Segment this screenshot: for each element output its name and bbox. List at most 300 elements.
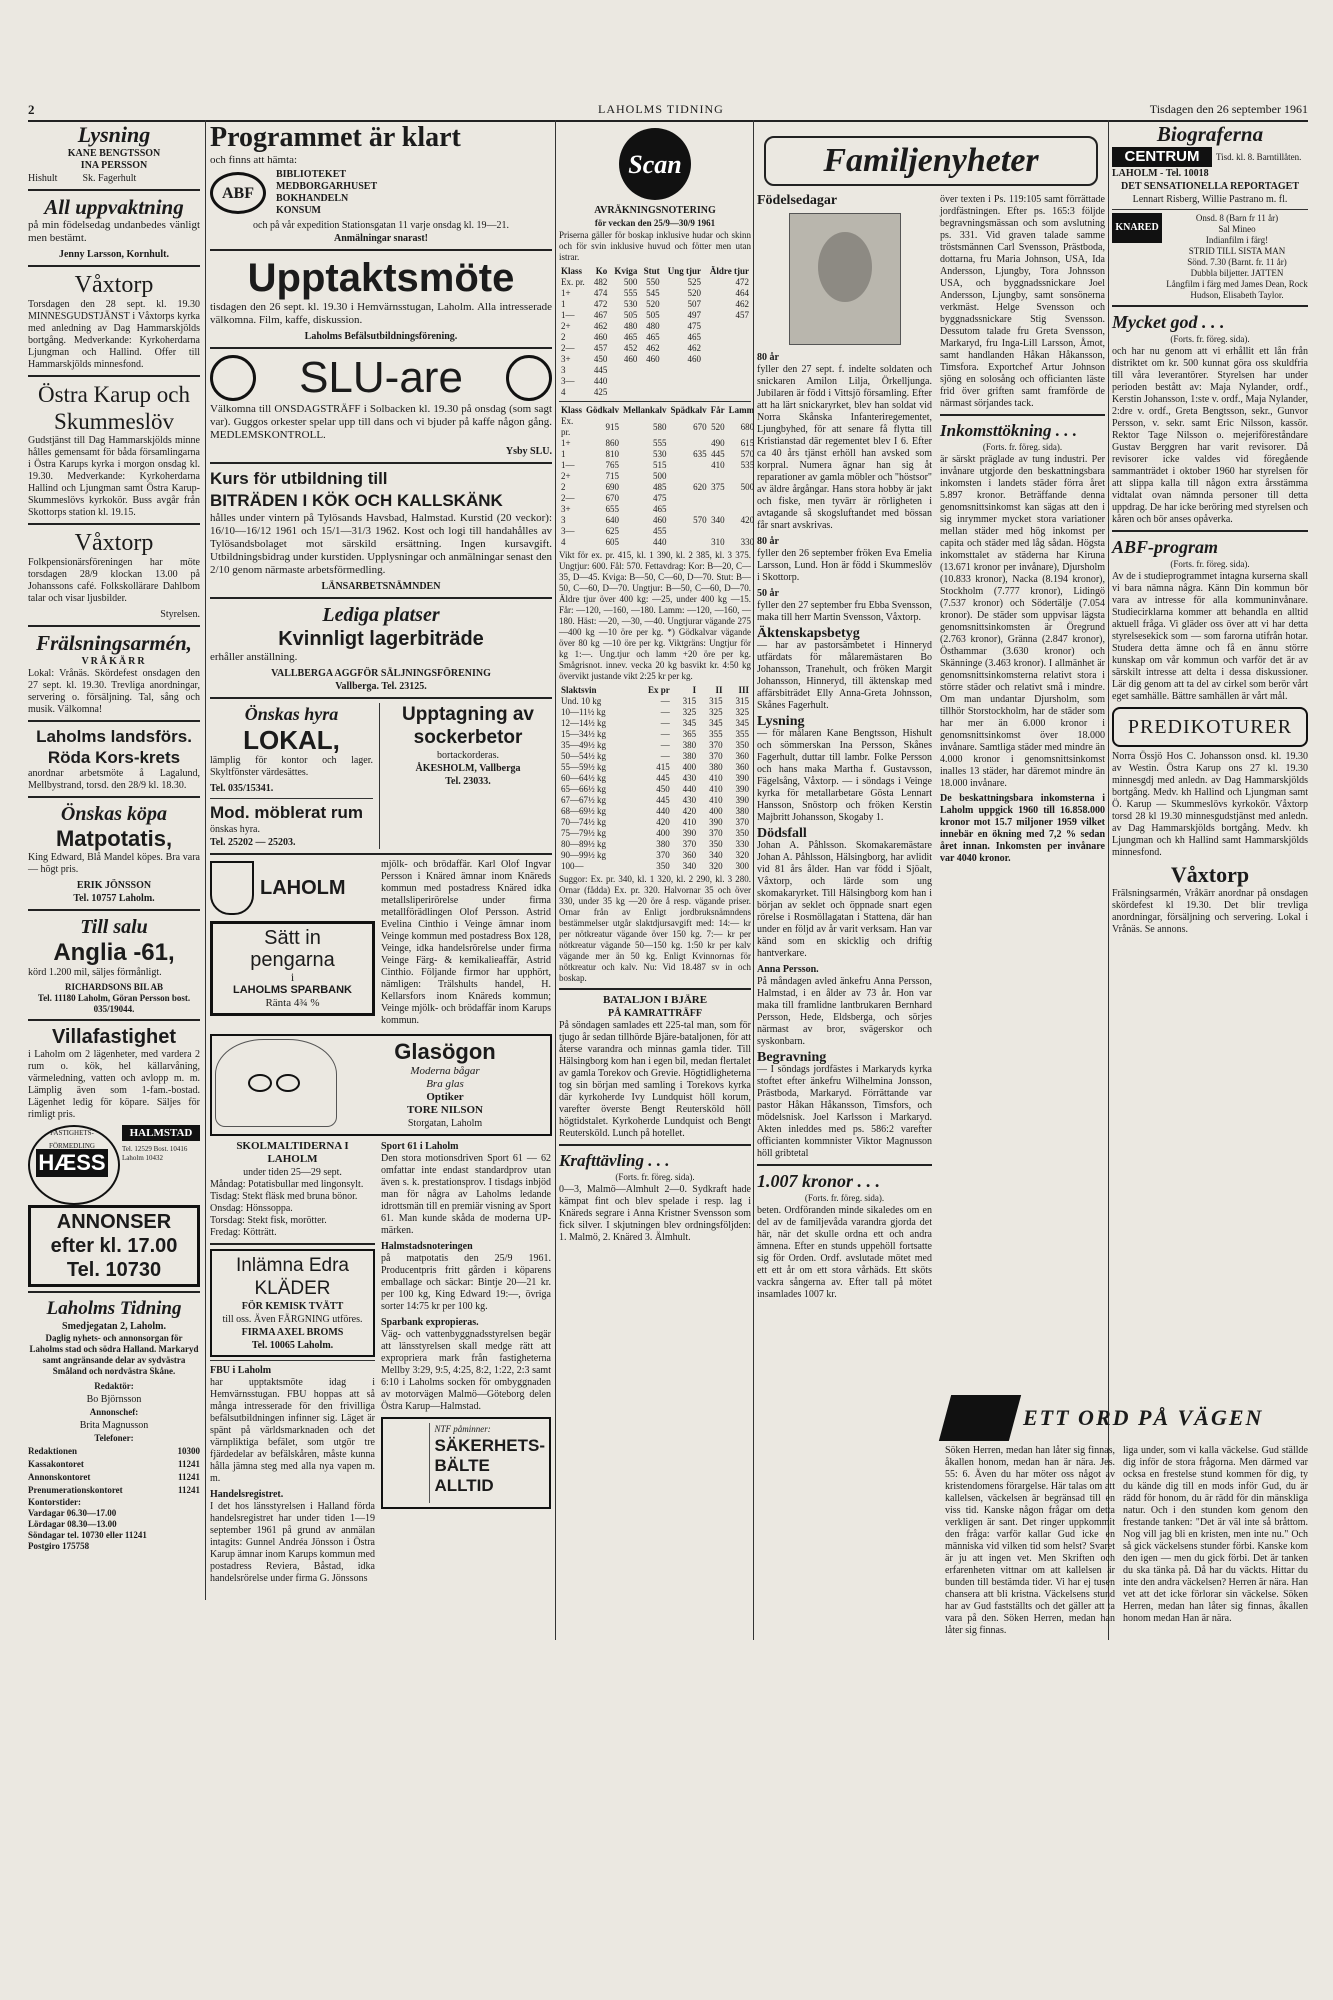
vaxtorp-heading-2: Våxtorp (74, 530, 154, 556)
roda-kors-heading: Laholms landsförs. Röda Kors-krets (36, 727, 192, 767)
slu-header (210, 353, 552, 403)
calf-price-cell: 375 (711, 482, 725, 492)
cattle-price-cell: 2 (561, 332, 566, 342)
pig-price-cell: 430 (682, 773, 697, 783)
calf-price-cell: 915 (605, 421, 620, 432)
pig-price-cell: 355 (735, 729, 749, 739)
abf-program-text: Av de i studieprogrammet intagna kurserna skall vi bara nämna några. Känn Din kommun bör vara av intresse för alla kommuninvånare. Studiecirklarna kommer att behandla en alltid aktuell fråga. Vi gläder oss över att vi har detta styrelsesekick som — som farorna utifrån hotar. Studera detta ämne och få en ännu större kunskap om vår kommun och varför det är av särskilt intresse att delta i dessa diskussioner. Lär dig genom att ta del av cirkel som berör vårt eget samhälle. Bättre samhällen är vårt mål. (1112, 571, 1308, 702)
knared-info: Onsd. 8 (Barn fr 11 år) Sal Mineo Indianfilm i färg! STRID TILL SISTA MAN Sönd. 7.30 (Barnt. fr. 11 år) Dubbla biljetter. JATTEN Långfilm i färg med James Dean, Rock Hudson, Elisabeth Taylor. (1166, 213, 1308, 300)
pig-price-cell: 355 (709, 729, 723, 739)
pig-price-row (559, 773, 751, 784)
pig-price-header-cell: II (715, 685, 723, 695)
biograferna-heading: Biograferna (1156, 122, 1264, 146)
column-1 (28, 122, 200, 1642)
glasogon-text: Moderna bågar Bra glas (410, 1065, 480, 1090)
pig-price-cell: — (660, 696, 670, 706)
pig-price-cell: 400 (656, 828, 670, 838)
cattle-price-cell: 545 (646, 288, 660, 298)
cattle-price-cell: 480 (623, 321, 638, 331)
inkomst-text: är särskt präglade av tung industri. Per invånare utgjorde den beskattningsbara inkomsten i landets städer förra året 5.897 kronor. Beträffande denna genomsnittsinkomst kan sägas att den i sig inrymmer mycket stora variationer mellan städer med hög inkomst per capita och städer med låg sådan. Högsta inkomsttalet av städerna har Kiruna (13.671 kronor per invånare), Djursholm (10.833 kronor), Nacka (8.194 kronor), Stockholm (7.777 kronor), Lidingö (7.537 kronor) och Södertälje (7.054 kronor). De städer som uppvisar lägsta genomsnittsinkomsten är Öregrund (2.763 kronor), Gränna (2.847 kronor), Östhammar (3.630 kronor) och Skänninge (3.463 kronor). I allmänhet är genomsnittsinkomsterna relativt stora i större städer och relativt små i mindre. Om man undantar Djursholm, som tillhör Storstockholm, har de städer som har mer än 6.000 kronor i genomsnittsinkomst över 18.000 invånare. Samtliga städer med mindre än 4.000 kronor i genomsnittsinkomst inalles 13 städer, har däremot mindre än 18.000 invånare. (940, 454, 1105, 789)
pig-price-cell: — (660, 718, 670, 728)
pig-price-header-row (559, 685, 751, 696)
price-notes-1: Vikt för ex. pr. 415, kl. 1 390, kl. 2 385, kl. 3 375. Ungtjur: 600. Fål: 570. Fettavdrag: Kor: B—20, C—35, D—45. Kviga: B—50, C—60, D—70. Stut: B—50, C—60, D—70. Ungtjur: B—50, C—60, D—70. Äldre tjur över 400 kg: —25, under 400 kg —15. Får: —120, —160, —180. Lamm: —120, —160, —180. Häst: —20, —30, —40. Ungtjurar vägande 275—400 kg —10 öre per kg. *) Gödkalvar vägande över 80 kg —10 öre per kg. Viktgräns: Ungtjur för kg 1:—. Ung.tjur och lamm +20 öre per kg. Smågrisnot. innev. vecka 20 kg basvikt kr. 4:50 kg övervikt justande vikt 2:25 kr per kg. (559, 550, 751, 681)
vaxtorp-text-2: Folkpensionärsföreningen har möte torsdagen 28/9 klockan 13.00 på Johanssons café. Folkskollärare Dahlbom talar och visar ljusbilder. (28, 557, 200, 604)
inlamna-subheading: FÖR KEMISK TVÄTT (241, 1301, 344, 1312)
cattle-price-header-cell: Stut (643, 266, 660, 276)
calf-price-row (559, 515, 756, 526)
laholm-crest-icon (210, 861, 254, 915)
calf-price-cell: 520 (711, 421, 725, 432)
pig-price-cell: 10—11½ kg (561, 707, 606, 717)
calf-price-cell: 670 (693, 421, 707, 432)
calf-price-cell (709, 526, 727, 537)
pig-price-row (559, 795, 751, 806)
bataljon-text: På söndagen samlades ett 225-tal man, som för tjugo år sedan tillhörde Bjäre-bataljonen, för att återse varandra och minnas gamla tider. Till Hälsingborg kom han i egen bil, medan flertalet av gamla Torekov och Grevie. Högtidligheterna tog sin början med samling i Torekovs kyrka där kyrkoherde Ivy Lundquist höll korum, varefter överste Bengt Reutersköld höll högtidstalet. Kyrkoherde Lundquist och Bengt Reutersköld. Lunch på hotellet. (559, 1020, 751, 1139)
pig-price-cell: 370 (735, 817, 749, 827)
calf-price-row (559, 482, 756, 493)
uppvaktning-heading: All uppvaktning (44, 195, 184, 219)
row-hyra-sockerbetor (210, 703, 552, 849)
kurs-text: hålles under vintern på Tylösands Havsbad, Halmstad. Kurstid (20 veckor): 16/10—16/12 1961 och 15/1—31/3 1962. Kost och logi till handahålles av Tylösandsbolaget mot särskild ersättning. Ingen kursavgift. Utbildningsbidrag under kurstiden. Upplysningar och anmälningar senast den 2/10 genom närmaste arbetsförmedling. (210, 512, 552, 576)
avrakning-intro: Priserna gäller för boskap inklusive hudar och skinn och för svin inklusive huvud och fötter men utan istrar. (559, 230, 751, 262)
calf-price-cell: 490 (711, 438, 725, 448)
pig-price-header-cell: I (692, 685, 697, 695)
centrum-cast: Lennart Risberg, Willie Pastrano m. fl. (1132, 194, 1288, 205)
begravning-heading: Begravning (757, 1050, 827, 1065)
pig-price-cell: 390 (735, 784, 749, 794)
belopp-heading: 1.007 kronor . . . (757, 1171, 881, 1191)
cattle-price-cell (662, 365, 703, 376)
glasogon-heading: Glasögon (394, 1039, 496, 1064)
cattle-price-cell: 497 (687, 310, 702, 320)
satt-in-line-1: Sätt in (264, 927, 321, 949)
pig-price-cell: 325 (709, 707, 723, 717)
cattle-price-cell (609, 365, 639, 376)
cattle-price-cell: 550 (646, 277, 660, 287)
pig-price-cell: 60—64½ kg (561, 773, 606, 783)
program-heading: Programmet är klart (210, 122, 461, 153)
cattle-price-cell: 462 (687, 343, 702, 353)
mjolk-block (381, 859, 551, 1030)
pig-price-cell: 420 (656, 817, 670, 827)
cattle-price-cell: 1— (561, 310, 575, 320)
glasogon-optiker: Optiker TORE NILSON (407, 1091, 483, 1116)
pig-price-cell: 75—79½ kg (561, 828, 606, 838)
calf-price-cell: 420 (740, 515, 755, 525)
inlamna-ad (210, 1249, 375, 1357)
halmstad-heading: Halmstadsnoteringen (381, 1241, 473, 1252)
pig-price-cell: 345 (709, 718, 723, 728)
haess-ad (28, 1125, 200, 1201)
matpotatis-signature: ERIK JÖNSSON Tel. 10757 Laholm. (73, 880, 155, 904)
lt-phone-row (28, 1458, 200, 1471)
calf-price-cell: 500 (653, 471, 667, 481)
lt-phone-number: 10300 (177, 1446, 200, 1456)
pig-price-cell: 450 (656, 784, 670, 794)
calf-price-cell: 605 (605, 537, 620, 547)
row-skolmalt-sport (210, 1140, 552, 1588)
pig-price-cell: 360 (682, 850, 697, 860)
sparbank-expropriering-heading: Sparbank expropieras. (381, 1317, 479, 1328)
ett-ord-header (945, 1395, 1308, 1441)
belopp-subheading: (Forts. fr. föreg. sida). (804, 1193, 885, 1203)
lt-phone-number: 11241 (177, 1485, 200, 1495)
calf-price-cell: 635 (693, 449, 707, 459)
pig-price-cell: 350 (735, 740, 749, 750)
pig-price-cell: Und. 10 kg (561, 696, 602, 706)
cattle-price-row (559, 277, 751, 288)
kvinnligt-signature: VALLBERGA AGGFÖR SÄLJNINGSFÖRENING Vallberga. Tel. 23125. (271, 668, 491, 692)
cattle-price-cell: 460 (687, 354, 702, 364)
pig-price-cell: 340 (709, 850, 723, 860)
pig-price-cell: 320 (735, 850, 749, 860)
pig-price-cell: 100— (561, 861, 584, 871)
calf-price-cell: 2 (561, 482, 566, 492)
bataljon-heading: BATALJON I BJÄRE (602, 994, 708, 1006)
pig-price-cell: 430 (682, 795, 697, 805)
cattle-price-row (559, 387, 751, 398)
cattle-price-header-cell: Ko (595, 266, 608, 276)
satt-in-line-2: pengarna (250, 949, 335, 971)
lt-title: Laholms Tidning (46, 1298, 182, 1319)
column-rule (753, 120, 754, 1640)
pig-price-row (559, 839, 751, 850)
cattle-price-cell: 440 (593, 376, 608, 386)
pig-price-cell: 410 (709, 795, 723, 805)
satt-in-line-3: i (290, 970, 295, 984)
cattle-price-cell (662, 387, 703, 398)
villa-text: i Laholm om 2 lägenheter, med vardera 2 rum o. kök, hel källarvåning, värmeledning, vatten och avlopp m. m. Lämplig även som 1-fam.-bostad. Lägenhet ledig för köpare. Säljes för rimligt pris. (28, 1049, 200, 1120)
calf-price-cell (709, 504, 727, 515)
familj-left-subcolumn (757, 194, 932, 1304)
pig-price-cell: 345 (682, 718, 697, 728)
calf-price-cell: 655 (605, 504, 620, 514)
haess-phone: Tel. 12529 Bost. 10416 Laholm 10432 (122, 1145, 188, 1162)
pig-price-cell: 400 (682, 762, 697, 772)
laholm-bank-block (210, 859, 375, 1030)
calf-price-cell (669, 504, 709, 515)
abf-list: BIBLIOTEKET MEDBORGARHUSET BOKHANDELN KONSUM (276, 169, 378, 216)
lt-description: Daglig nyhets- och annonsorgan för Laholms stad och södra Halland. Markaryd samt angränsande delar av sydvästra Småland och nordvästra Skåne. (29, 1333, 199, 1376)
calf-price-header-cell: Mellankalv (623, 405, 667, 415)
calf-price-cell: 765 (605, 460, 620, 470)
calf-price-cell: 515 (653, 460, 667, 470)
woman-glasses-illustration (215, 1039, 337, 1127)
calf-price-cell: 455 (653, 526, 667, 536)
fodelsedagar-heading: Födelsedagar (757, 193, 838, 208)
cattle-price-row (559, 343, 751, 354)
pig-price-cell: 65—66½ kg (561, 784, 606, 794)
cattle-price-cell: 474 (593, 288, 608, 298)
slu-signature: Ysby SLU. (505, 446, 552, 457)
ostra-karup-heading: Östra Karup och Skummeslöv (37, 382, 190, 434)
vaxtorp-heading-3: Våxtorp (1170, 862, 1250, 887)
cattle-price-cell: 1+ (561, 288, 571, 298)
cattle-price-cell (609, 387, 639, 398)
lt-phone-number: 11241 (177, 1459, 200, 1469)
uppvaktning-text: på min födelsedag undanbedes vänligt men bestämt. (28, 219, 200, 244)
ntf-ad (381, 1417, 551, 1509)
pig-price-cell: 380 (682, 751, 697, 761)
pig-price-row (559, 828, 751, 839)
mycket-heading: Mycket god . . . (1112, 312, 1225, 332)
haess-ring-text: FASTIGHETS-FÖRMEDLING (49, 1129, 95, 1150)
pig-price-table (559, 685, 751, 872)
cattle-price-cell: 462 (646, 343, 660, 353)
ett-ord-body (945, 1445, 1308, 1640)
lokal-text: lämplig för kontor och lager. Skyltfönster värdesättes. (210, 755, 374, 778)
lt-annonschef-label: Annonschef: (89, 1407, 139, 1417)
page-number: 2 (28, 102, 35, 117)
lt-phone-row (28, 1484, 200, 1497)
cattle-price-cell: 464 (735, 288, 749, 298)
pig-price-row (559, 707, 751, 718)
calf-price-header-cell: Lamm (728, 405, 755, 415)
matpotatis-text: King Edward, Blå Mandel köpes. Bra vara — högt pris. (28, 852, 200, 875)
knared-logo: KNARED (1112, 213, 1162, 243)
pig-price-cell: 420 (682, 806, 697, 816)
cattle-price-header-cell: Klass (561, 266, 583, 276)
kraft-text: 0—3, Malmö—Almhult 2—0. Sydkraft hade kämpat fint och blev spelade i resp. lag i Knäreds segrare i Anna Kristner Svensson som fick silver. I skjutningen blev ordningsföljden: 1. Malmö, 2. Knäred 3. Älmhult. (559, 1184, 751, 1243)
cattle-price-cell (703, 354, 751, 365)
slu-emblem-icon (210, 355, 256, 401)
upptakt-text: tisdagen den 26 sept. kl. 19.30 i Hemvärnsstugan, Laholm. Alla intresserade välkomna. Film, kaffe, diskussion. (210, 301, 552, 326)
cattle-price-cell: 3 (561, 365, 566, 375)
uppvaktning-signature: Jenny Larsson, Kornhult. (58, 249, 170, 260)
column-2 (210, 122, 552, 1642)
calf-price-cell: 3+ (561, 504, 571, 514)
cattle-price-cell (639, 387, 661, 398)
cattle-price-header-cell: Äldre tjur (709, 266, 749, 276)
pig-price-cell: — (660, 751, 670, 761)
predikoturer-box (1112, 707, 1308, 747)
pig-price-cell: 315 (682, 696, 697, 706)
pig-price-cell: 315 (709, 696, 723, 706)
cattle-price-header-cell: Ung tjur (667, 266, 702, 276)
pig-price-row (559, 850, 751, 861)
ntf-text-block (434, 1423, 545, 1503)
onskas-kopa-heading: Önskas köpa (60, 803, 168, 825)
ett-ord-section (945, 1395, 1308, 1650)
calf-price-cell: 715 (605, 471, 620, 481)
kraft-subheading: (Forts. fr. föreg. sida). (615, 1172, 695, 1182)
pig-price-row (559, 784, 751, 795)
centrum-note: Tisd. kl. 8. Barntillåten. (1216, 152, 1302, 162)
inkomst-bold-text: De beskattningsbara inkomsterna i Laholm uppgick 1960 till 16.858.000 kronor mot 15.7 miljoner 1959 vilket innebär en ökning med 7,2 % sedan året innan. Inkomsten per invånare var 4040 kronor. (940, 793, 1105, 864)
calf-price-cell: 1+ (561, 438, 571, 448)
cattle-price-cell: 450 (593, 354, 608, 364)
vaxtorp-heading-1: Våxtorp (74, 272, 154, 298)
calf-price-cell (727, 493, 757, 504)
ett-ord-heading: ETT ORD PÅ VÄGEN (1023, 1405, 1264, 1430)
calf-price-header-cell: Spädkalv (670, 405, 707, 415)
age-80-text-a: fyller den 27 sept. f. indelte soldaten och snickaren Amilon Lilja, Örkelljunga. Jubilaren är född i Vittsjö församling. Efter att ha lärt snickaryrket, blev han soldat vid Norra Skånska Infanteriregementet, Ljungbyhed, för att senare få flytta till Kristianstad där regementet blev I 6. Efter ca 40 års tjänst erhöll han avsked som korpral. Numera ägnar han sig åt reparationer av gamla möbler och "höstsor" av äldre årgångar. Hans stora hobby är jakt och fiske, men tyvärr är rörligheten i avtagande så skogsluftandet med bössan får snart avskrivas. (757, 364, 932, 531)
cattle-price-cell: 460 (623, 354, 638, 364)
pig-price-cell: 370 (656, 850, 670, 860)
cattle-price-row (559, 321, 751, 332)
pig-price-cell: 440 (682, 784, 697, 794)
pig-price-cell: — (660, 707, 670, 717)
anglia-signature: RICHARDSONS BIL AB Tel. 11180 Laholm, Göran Persson bost. 035/19044. (37, 982, 191, 1014)
cattle-price-cell: 472 (593, 299, 608, 309)
abf-program-subheading: (Forts. fr. föreg. sida). (1170, 559, 1250, 569)
fbu-text: har upptaktsmöte idag i Hemvärnsstugan. FBU hoppas att så många intresserade för den frivilliga befälsutbildningen infinner sig. Läget är spänt på världsmarknaden och det värnpliktiga befälet, som utgör tre fjärdedelar av befälskåren, måste kunna hålla jämna steg med alla nya vapen m. m. (210, 1377, 375, 1484)
lt-annonschef: Brita Magnusson (79, 1420, 149, 1431)
calf-price-header-cell: Gödkalv (586, 405, 620, 415)
cattle-price-cell: 462 (593, 321, 608, 331)
pig-price-cell: 390 (709, 817, 723, 827)
inlamna-text: till oss. Även FÄRGNING utföres. (222, 1314, 363, 1325)
pig-price-cell: 370 (709, 740, 723, 750)
cattle-price-cell: 460 (593, 332, 608, 342)
lysning-heading: Lysning (77, 122, 151, 147)
cattle-price-cell (703, 387, 751, 398)
calf-price-cell (727, 526, 757, 537)
cattle-price-cell: 482 (593, 277, 608, 287)
avrakning-heading: AVRÄKNINGSNOTERING (594, 205, 716, 216)
fbu-heading: FBU i Laholm (210, 1365, 272, 1376)
cattle-price-cell (703, 343, 751, 354)
cattle-price-cell: 505 (646, 310, 660, 320)
mycket-text: och har nu genom att vi erhållit ett lån från distriktet om kr. 500 kunnat göra oss skuldfria till våra leverantörer. Styrelsen har under perioden bestått av: Maja Nylander, ordf., Kerstin Johansson, 1:ste v. ordf., Maja Nylander, 2:dre v. ordf., Greta Bengtsson, sekr., Gunvor Persson, v. sekr. samt Eric Nilsson, kassör. Rektor Tage Nilsson o. mejeriföreståndare Gustav Berggren har varit revisorer. Då revisorer icke valdes vid föregående sammanträdet i oktober 1960 har styrelsen för att slippa kalla till någon extra årsstämma vidtalat ovan nämnda personer till detta uppdrag. De har icke beröring med styrelsen och kåren och bör anses opåverka. (1112, 346, 1308, 525)
pig-price-cell: 12—14½ kg (561, 718, 606, 728)
lt-phone-row (28, 1471, 200, 1484)
cattle-price-cell: 530 (623, 299, 638, 309)
cattle-price-cell: 457 (735, 310, 749, 320)
calf-price-cell (709, 493, 727, 504)
upptagning-text: bortackorderas. (437, 750, 499, 761)
calf-price-cell: 310 (711, 537, 725, 547)
pig-price-cell: 68—69½ kg (561, 806, 606, 816)
cattle-price-cell: 480 (646, 321, 660, 331)
calf-price-cell: 680 (740, 421, 755, 432)
calf-price-cell: 2— (561, 493, 575, 503)
cattle-price-cell (703, 321, 751, 332)
pig-price-cell: 400 (709, 806, 723, 816)
centrum-tel: LAHOLM - Tel. 10018 (1112, 168, 1209, 179)
calf-price-row (559, 537, 756, 548)
dodsfall-text: Johan A. Påhlsson. Skomakaremästare Johan A. Påhlsson, Hälsingborg, har avlidit vid 81 års ålder. Han var född i Sjöalt, Våxtorp, och lärde som ung skomakaryrket. Till Hälsingborg kom han i början av seklet och öppnade snart egen rörelse i Rosmöllagatan i Stattena, där han under en följd av år varit verksam. Han var känd som en skicklig och driftig hantverkare. (757, 840, 932, 959)
pig-price-cell: 410 (709, 773, 723, 783)
sparbank-expropriering-text: Väg- och vattenbyggnadsstyrelsen begär att länsstyrelsen skall medge rätt att expropriera mark från fastigheterna Mellby 3:29, 9:5, 4:25, 8:2, 1:22, 2:3 samt 6:10 i Laholms socken för ombyggnaden av motorvägen Malmö—Göteborg delen Östra Karup—Halmstad. (381, 1329, 551, 1412)
lediga-heading: Lediga platser (322, 604, 440, 626)
inkomst-subheading: (Forts. fr. föreg. sida). (982, 442, 1063, 452)
column-rule (205, 120, 206, 1600)
pig-price-cell: — (660, 729, 670, 739)
ntf-heading: NTF påminner: (434, 1424, 491, 1434)
lysning-heading-2: Lysning (757, 714, 805, 729)
familj-right-subcolumn (940, 194, 1105, 1304)
calf-price-cell: 4 (561, 537, 566, 547)
familj-body (757, 194, 1105, 1304)
pig-price-header-cell: III (738, 685, 749, 695)
aktenskap-text: — har av pastorsämbetet i Hinneryd utfärdats för målaremästaren Bo Johansson, Tranehult, och fröken Margit Johansson, Hinneryd, till äktenskap med affärsbiträdet Elly Anna-Greta Johnsson, Skånes Fagerhult. (757, 640, 932, 711)
bataljon-subheading: PÅ KAMRATTRÄFF (608, 1008, 702, 1019)
seatbelt-illustration (387, 1423, 430, 1503)
centrum-row (1112, 147, 1308, 167)
mjolk-text: mjölk- och brödaffär. Karl Olof Ingvar Persson i Knäred ämnar inom Knäreds kommun med postadress Knäred idka metallsliperirörelse under firma metallförädlingen Olof Persson. Astrid Evelina Cinthio i Veinge ämnar inom Veinge kommun med postadress Box 128, Veinge, idka handelsrörelse under firma Veinge Färg- & kemikalieaffär, Astrid Cinthio. Följande firmor har upphört, nämligen: Trälshults handel, H. Kellarsfors inom Knäreds kommun; Veinge mjölk- och brödaffär inom Karups kommun. (381, 859, 551, 1026)
cattle-price-header-cell: Kviga (614, 266, 638, 276)
pig-price-row (559, 762, 751, 773)
mobl-text: önskas hyra. (210, 824, 260, 835)
calf-price-cell: 485 (653, 482, 667, 492)
vaxtorp-text-1: Torsdagen den 28 sept. kl. 19.30 MINNESGUDSTJÄNST i Våxtorps kyrka med anledning av Dag Hammarskjölds bortgång. Medverkande: Kyrkoherdarna Ljungman och Hallind. Offer till Hammarskjölds minnesfond. (28, 299, 200, 370)
cattle-price-table (559, 266, 751, 398)
calf-price-cell: 340 (711, 515, 725, 525)
lt-redaktor: Bo Björnsson (86, 1394, 142, 1405)
glasses-lens-icon (248, 1074, 272, 1092)
skolmalt-menu: Måndag: Potatisbullar med lingonsylt. Tisdag: Stekt fläsk med bruna bönor. Onsdag: Hönssoppa. Torsdag: Stekt fisk, morötter. Fredag: Kötträtt. (210, 1179, 364, 1238)
cattle-price-row (559, 376, 751, 387)
pig-price-cell: 325 (735, 707, 749, 717)
calf-price-row (559, 471, 756, 482)
mobl-tel: Tel. 25202 — 25203. (210, 837, 296, 848)
pig-price-row (559, 696, 751, 707)
kurs-heading-1: Kurs för utbildning till (210, 469, 388, 488)
vaxtorp-signature-2: Styrelsen. (160, 609, 200, 620)
fralsning-text: Lokal: Vrånäs. Skördefest onsdagen den 27 sept. kl. 19.30. Trevliga anordningar, servering o. försäljning. Tal, sång och musik. Välkomna! (28, 668, 200, 715)
cattle-price-cell (703, 365, 751, 376)
age-80-text-b: fyller den 26 september fröken Eva Emelia Larsson, Lund. Hon är född i Skummeslöv i Skottorp. (757, 548, 932, 583)
glasogon-ad (210, 1034, 552, 1136)
pig-price-cell: 380 (709, 762, 723, 772)
glasogon-address: Storgatan, Laholm (407, 1118, 483, 1129)
onskas-hyra-heading: Önskas hyra (244, 704, 339, 724)
cattle-price-cell (609, 376, 639, 387)
calf-price-cell (669, 471, 709, 482)
cattle-price-cell: 452 (623, 343, 638, 353)
anglia-text: körd 1.200 mil, säljes förmånligt. (28, 967, 162, 978)
pig-price-cell: 390 (682, 828, 697, 838)
pig-price-cell: 350 (709, 839, 723, 849)
anna-heading: Anna Persson. (757, 964, 819, 975)
pig-price-cell: 360 (735, 751, 749, 761)
lokal-heading: LOKAL, (243, 725, 340, 755)
calf-price-cell (669, 460, 709, 471)
pig-price-cell: 440 (656, 806, 670, 816)
kvinnligt-text: erhåller anställning. (210, 651, 298, 663)
age-50-heading: 50 år (757, 588, 779, 599)
slu-emblem-icon (506, 355, 552, 401)
avrakning-subheading: för veckan den 25/9—30/9 1961 (594, 218, 716, 228)
cattle-price-cell: 465 (646, 332, 660, 342)
calf-price-row (559, 460, 756, 471)
calf-price-row (559, 493, 756, 504)
cattle-price-cell: 475 (687, 321, 702, 331)
upptagning-heading: Upptagning av sockerbetor (402, 704, 534, 748)
pig-price-cell: 445 (656, 773, 670, 783)
cattle-price-row (559, 365, 751, 376)
cattle-price-cell (703, 332, 751, 343)
anna-text: På måndagen avled änkefru Anna Persson, Halmstad, i en ålder av 73 år. Hon var maka till framlidne lantbrukaren Bernhard Persson, Hede, Eldsberga, och sörjes närmast av bror, svägerskor och syskonbarn. (757, 976, 932, 1047)
pig-price-cell: 365 (682, 729, 697, 739)
cattle-price-row (559, 354, 751, 365)
kvinnligt-heading: Kvinnligt lagerbiträde (278, 628, 484, 650)
till-salu-heading: Till salu (80, 916, 148, 938)
portrait-face (818, 232, 872, 302)
cattle-price-cell: 465 (687, 332, 702, 342)
calf-price-cell: 1 (561, 449, 566, 459)
calf-price-cell (669, 537, 709, 548)
calf-price-cell: 615 (740, 438, 755, 448)
pig-price-row (559, 817, 751, 828)
cattle-price-row (559, 310, 751, 321)
skolmalt-subheading: under tiden 25—29 sept. (243, 1167, 342, 1178)
annonser-line-3: Tel. 10730 (66, 1259, 162, 1281)
laholm-logo-text: LAHOLM (260, 876, 346, 899)
pig-price-row (559, 806, 751, 817)
matpotatis-heading: Matpotatis, (55, 826, 173, 851)
